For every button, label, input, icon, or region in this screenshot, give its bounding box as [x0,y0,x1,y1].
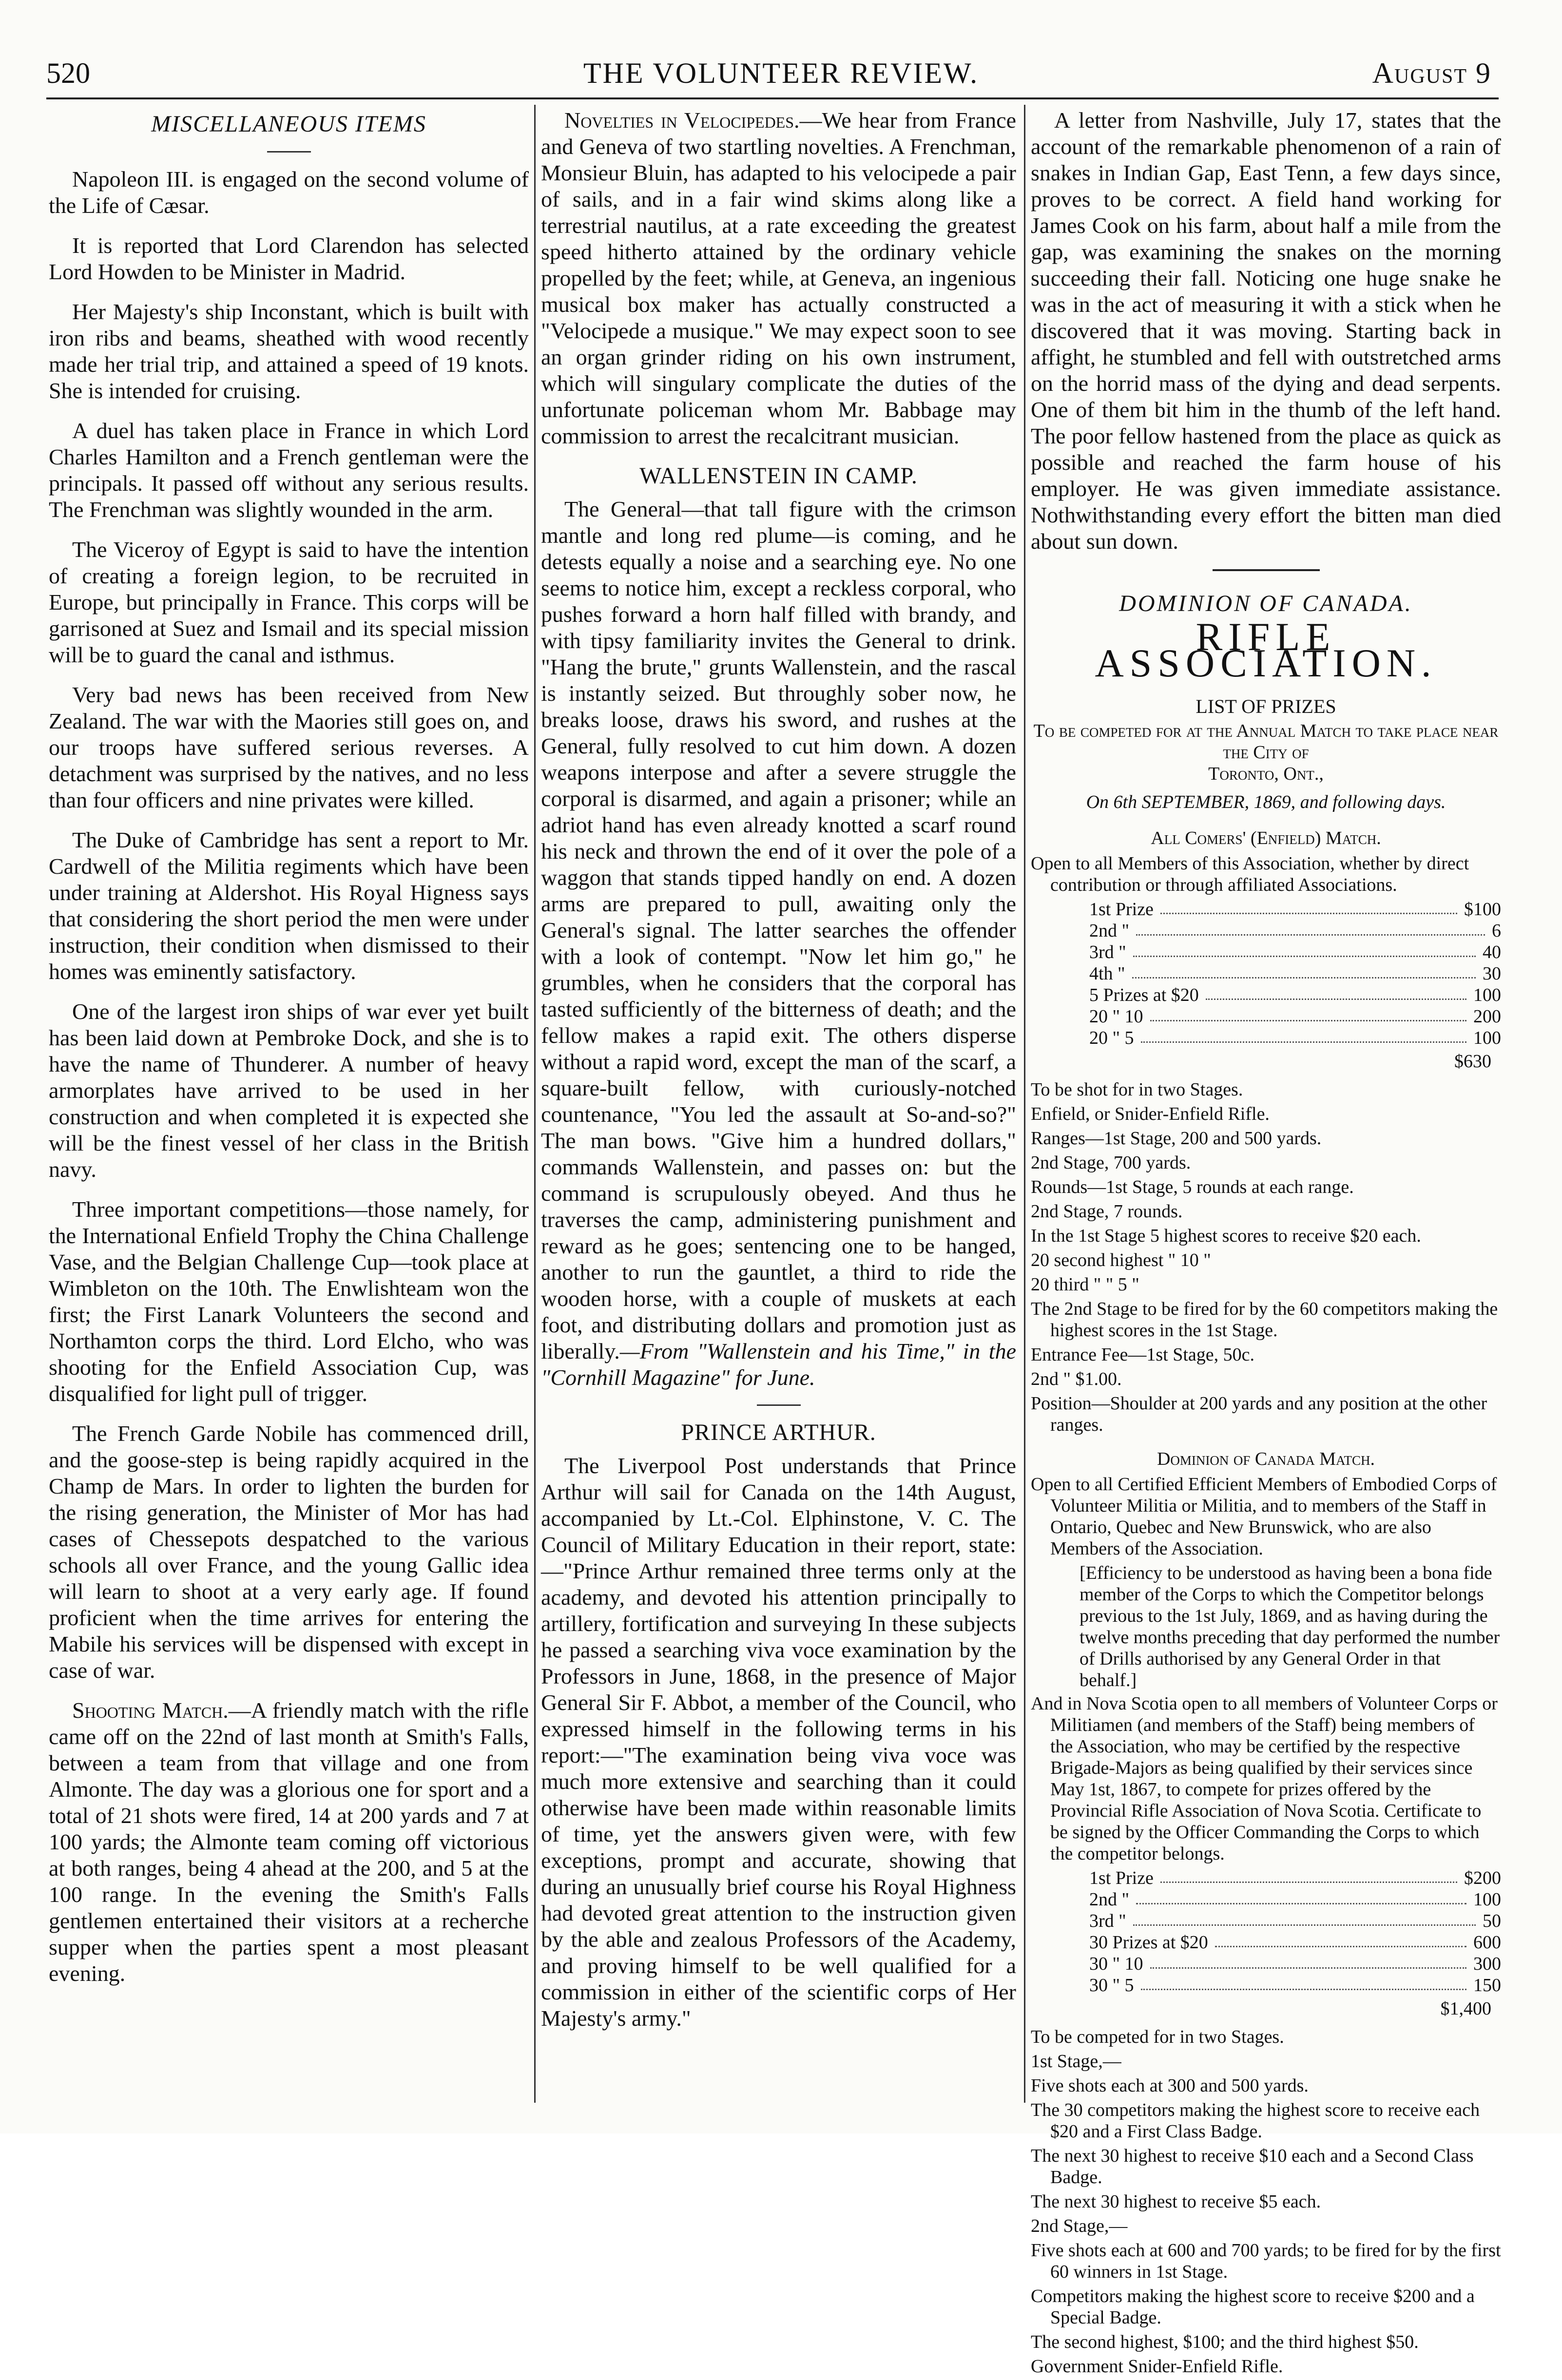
prize-label: 4th " [1089,963,1125,984]
section-rule [757,1404,801,1406]
prince-arthur-text: The Liverpool Post understands that Prince Arthur will sail for Canada on the 14th August, accompanied by Lt.-Col. Elphinstone, V. C. The Council of Military Education in their report, state:—"Prince Arthur remained three terms only at the academy, and devoted his attention principally to artillery, fortification and surveying In these subjects he passed a searching viva voce examination by the Professors in June, 1868, in the presence of Major General Sir F. Abbot, a member of the Council, who expressed himself in the following terms in his report:—"The examination being viva voce was much more extensive and searching than it could otherwise have been made within reasonable limits of time, yet the answers given were, with few exceptions, prompt and accurate, showing that during an unusually brief course his Royal Highness had devoted great attention to the instruction given by the able and zealous Professors of the Academy, and proving himself to be well qualified for a commission in either of the scientific corps of Her Majesty's army." [541,1453,1016,2031]
prize-leader-dots [1215,1932,1466,1947]
prize-row [1031,899,1501,920]
item-new-zealand: Very bad news has been received from New Zealand. The war with the Maories still goes on, and our troops have suffered serious reverses. A detachment was surprised by the natives, and no less than four officers and nine privates were killed. [49,682,529,812]
prize-leader-dots [1206,984,1466,1000]
prize-row [1031,1953,1501,1975]
match-note: The 2nd Stage to be fired for by the 60 competitors making the highest scores in the 1st Stage. [1031,1299,1498,1341]
column-rule-2 [1024,105,1025,2103]
prize-amount: 300 [1473,1954,1501,1974]
compete-line: To be competed for at the Annual Match to take place near the City of [1033,721,1499,763]
prize-leader-dots [1150,1953,1466,1969]
compete-city: Toronto, Ont., [1208,764,1324,784]
column-1 [49,107,529,2000]
match1-prize-list [1031,899,1501,1049]
prize-amount: 100 [1473,1889,1501,1910]
match-note: Enfield, or Snider-Enfield Rifle. [1031,1104,1270,1124]
heading-rule [267,151,311,153]
prize-row [1031,1027,1501,1049]
match-note: The 30 competitors making the highest score to receive each $20 and a First Class Badge. [1031,2100,1480,2142]
journal-title: THE VOLUNTEER REVIEW. [583,57,979,89]
prize-leader-dots [1133,1910,1476,1926]
prize-amount: 600 [1473,1932,1501,1953]
match-note: Five shots each at 600 and 700 yards; to be fired for by the first 60 winners in 1st Stage. [1031,2240,1501,2282]
prize-amount: 100 [1473,1028,1501,1048]
item-cambridge: The Duke of Cambridge has sent a report to Mr. Cardwell of the Militia regiments which have been under training at Aldershot. His Royal Higness says that considering the short period the men were under instruction, their condition when dismissed to their homes was eminently satisfactory. [49,827,529,984]
match-note: Ranges—1st Stage, 200 and 500 yards. [1031,1128,1322,1149]
column-2 [541,107,1016,2045]
prize-label: 30 " 10 [1089,1954,1143,1974]
prize-leader-dots [1141,1027,1466,1043]
match-note: Position—Shoulder at 200 yards and any position at the other ranges. [1031,1393,1487,1435]
match-note: Rounds—1st Stage, 5 rounds at each range. [1031,1177,1354,1197]
match2-title: Dominion of Canada Match. [1157,1449,1375,1469]
date-line: On 6th SEPTEMBER, 1869, and following days. [1086,792,1446,812]
column-3 [1031,107,1501,2380]
item-shooting-match [49,1697,529,1987]
prize-label: 20 " 10 [1089,1006,1143,1027]
match-note: Entrance Fee—1st Stage, 50c. [1031,1344,1255,1365]
prize-label: 2nd " [1089,921,1130,941]
header-rule [46,97,1499,99]
wallenstein-source: —From "Wallenstein and his Time," in the "Cornhill Magazine" for June. [541,1339,1016,1390]
prize-row [1031,941,1501,963]
match-note: 2nd Stage, 700 yards. [1031,1152,1191,1173]
prize-row [1031,1932,1501,1953]
item-snakes: A letter from Nashville, July 17, states that the account of the remarkable phenomenon of a rain of snakes in Indian Gap, East Tenn, a few days since, proves to be correct. A field hand working for James Cook on his farm, about half a mile from the gap, was examining the snakes on the morning succeeding their fall. Noticing one huge snake he was in the act of measuring it with a stick when he discovered that it was moving. Starting back in affight, he stumbled and fell with outstretched arms on the horrid mass of the dying and dead serpents. One of them bit him in the thumb of the left hand. The poor fellow hastened from the place as quick as possible and reached the farm house of his employer. He was given immediate assistance. Nothwithstanding every effort the bitten man died about sun down. [1031,108,1501,554]
match-note: The next 30 highest to receive $5 each. [1031,2191,1321,2212]
match-note: To be competed for in two Stages. [1031,2027,1284,2047]
prize-amount: 50 [1483,1911,1501,1931]
prize-leader-dots [1141,1975,1466,1990]
match2-open: Open to all Certified Efficient Members of Embodied Corps of Volunteer Militia or Militia, and to members of the Staff in Ontario, Quebec and New Brunswick, who are also Members of the Association. [1031,1474,1497,1559]
prize-amount: 200 [1473,1006,1501,1027]
prize-row [1031,1975,1501,1996]
match-note: In the 1st Stage 5 highest scores to receive $20 each. [1031,1226,1421,1246]
match2-nova-scotia: And in Nova Scotia open to all members of Volunteer Corps or Militiamen (and members of the Staff) being members of the Association, who may be certified by the respective Brigade-Majors as being qualified by their services since May 1st, 1867, to compete for prizes offered by the Provincial Rifle Association of Nova Scotia. Certificate to be signed by the Officer Commanding the Corps to which the competitor belongs. [1031,1693,1498,1864]
match-note: 2nd Stage,— [1031,2216,1128,2236]
prize-leader-dots [1136,1889,1466,1904]
prize-row [1031,1867,1501,1889]
match-note: The second highest, $100; and the third highest $50. [1031,2332,1419,2352]
item-garde-nobile: The French Garde Nobile has commenced drill, and the goose-step is being rapidly acquired in the Champ de Mars. In order to lighten the burden for the rising generation, the Minister of Mor has had cases of Chessepots despatched to the various schools all over France, and the young Gallic idea will learn to shoot at a very early age. If found proficient when the time arrives for entering the Mabile his services will be dispensed with except in case of war. [49,1421,529,1683]
match-note: To be shot for in two Stages. [1031,1079,1243,1100]
prize-row [1031,1910,1501,1932]
velocipedes-text: —We hear from France and Geneva of two startling novelties. A Frenchman, Monsieur Bluin, has adapted to his velocipede a pair of sails, and in a fair wind skims along like a terrestrial nautilus, at a rate exceeding the greatest speed hitherto attained by the ordinary vehicle propelled by the feet; while, at Geneva, an ingenious musical box maker has actually constructed a "Velocipede a musique." We may expect soon to see an organ grinder riding on his own instrument, which will singulary complicate the duties of the unfortunate policeman whom Mr. Babbage may commission to arrest the recalcitrant musician. [541,108,1017,448]
prize-row [1031,984,1501,1006]
match2-notes [1031,2026,1501,2377]
prize-amount: 150 [1473,1975,1501,1996]
prize-label: 3rd " [1089,1911,1126,1931]
prize-amount: $200 [1464,1868,1501,1888]
item-velocipedes [541,107,1016,449]
issue-date: August 9 [1372,57,1491,89]
prize-amount: 30 [1483,963,1501,984]
match1-title: All Comers' (Enfield) Match. [1151,828,1381,848]
prize-leader-dots [1160,899,1457,914]
prize-leader-dots [1136,920,1485,936]
shooting-match-text: —A friendly match with the rifle came off on the 22nd of last month at Smith's Falls, between a team from that village and one from Almonte. The day was a glorious one for sport and a total of 21 shots were fired, 14 at 200 yards and 7 at 100 yards; the Almonte team coming off victorious at both ranges, being 4 ahead at the 200, and 5 at the 100 range. In the evening the Smith's Falls gentlemen entertained their visitors at a recherche supper when the parties spent a most pleasant evening. [49,1698,529,1986]
list-of-prizes: LIST OF PRIZES [1196,695,1336,717]
prize-amount: 6 [1492,921,1501,941]
rifle-association-title: RIFLE ASSOCIATION. [1095,614,1437,685]
item-napoleon: Napoleon III. is engaged on the second volume of the Life of Cæsar. [49,167,529,218]
prize-leader-dots [1160,1867,1457,1883]
match-note: Competitors making the highest score to receive $200 and a Special Badge. [1031,2286,1475,2328]
prince-arthur-heading: PRINCE ARTHUR. [681,1420,876,1445]
prize-leader-dots [1150,1006,1466,1021]
match-note: 2nd Stage, 7 rounds. [1031,1201,1183,1222]
prize-label: 20 " 5 [1089,1028,1134,1048]
match2-efficiency-note: [Efficiency to be understood as having been a bona fide member of the Corps to which the Competitor belongs previous to the 1st July, 1869, and as having during the twelve months preceding that day performed the number of Drills authorised by any General Order in that behalf.] [1080,1563,1500,1690]
wallenstein-text: The General—that tall figure with the crimson mantle and long red plume—is coming, and he detests equally a noise and a searching eye. No one seems to notice him, except a reckless corporal, who pushes forward a horn half filled with brandy, and with tipsy familiarity invites the General to drink. "Hang the brute," grunts Wallenstein, and the rascal is instantly seized. But throughly sober now, he breaks loose, draws his sword, and rushes at the General, fully resolved to cut him down. A dozen weapons interpose and after a severe struggle the corporal is disarmed, and again a prisoner; while an adriot hand has even already knotted a scarf round his neck and thrown the end of it over the pole of a waggon that stands tipped handly on end. A dozen arms are prepared to pull, awaiting only the General's signal. The latter searches the offender with a look of contempt. "Now let him go," he grumbles, when he considers that the corporal has tasted sufficiently of the bitterness of death; and the fellow makes a rapid exit. The others disperse without a rapid word, except the man of the scarf, a square-built fellow, with curiously-notched countenance, "You led the assault at So-and-so?" The man bows. "Give him a hundred dollars," commands Wallenstein, and passes on: but the command is scrupulously obeyed. And thus he traverses the camp, administering punishment and reward as he goes; sentencing one to be hanged, another to run the gauntlet, a third to ride the wooden horse, with a couple of muskets at each foot, and distributing dollars and promotion just as liberally.—From "Wallenstein and his Time," in the "Cornhill Magazine" for June. [541,497,1016,1390]
item-thunderer: One of the largest iron ships of war ever yet built has been laid down at Pembroke Dock, and she is to have the name of Thunderer. A number of heavy armorplates have arrived to be used in her construction and when completed it is expected she will be the finest vessel of her class in the British navy. [49,999,529,1182]
match-note: Five shots each at 300 and 500 yards. [1031,2075,1309,2096]
item-competitions: Three important competitions—those namely, for the International Enfield Trophy the China Challenge Vase, and the Belgian Challenge Cup—took place at Wimbleton on the 10th. The Enwlishteam won the first; the First Lanark Volunteers the second and Northamton corps the third. Lord Elcho, who was shooting for the Enfield Association Cup, was disqualified for light pull of trigger. [49,1197,529,1406]
match-note: Government Snider-Enfield Rifle. [1031,2356,1283,2377]
match-note: 20 third " " 5 " [1031,1274,1139,1295]
item-egypt: The Viceroy of Egypt is said to have the intention of creating a foreign legion, to be recruited in Europe, but principally in France. This corps will be garrisoned at Suez and Ismail and its special mission will be to guard the canal and isthmus. [49,537,529,667]
match1-open: Open to all Members of this Association, whether by direct contribution or through affiliated Associations. [1031,853,1469,895]
prize-label: 1st Prize [1089,899,1154,920]
item-inconstant: Her Majesty's ship Inconstant, which is built with iron ribs and beams, sheathed with wood recently made her trial trip, and attained a speed of 19 knots. She is intended for cruising. [49,299,529,403]
prize-row [1031,1889,1501,1910]
item-clarendon: It is reported that Lord Clarendon has selected Lord Howden to be Minister in Madrid. [49,233,529,284]
match1-notes [1031,1079,1501,1436]
match2-total: $1,400 [1440,1998,1491,2019]
column-rule-1 [534,105,536,2103]
match2-prize-list [1031,1867,1501,1996]
prize-label: 1st Prize [1089,1868,1154,1888]
prize-label: 30 Prizes at $20 [1089,1932,1208,1953]
prize-label: 2nd " [1089,1889,1130,1910]
prize-amount: $100 [1464,899,1501,920]
shooting-match-lead: Shooting Match. [72,1698,229,1723]
wallenstein-heading: WALLENSTEIN IN CAMP. [639,463,918,489]
dominion-title: DOMINION OF CANADA. [1119,591,1413,616]
prize-leader-dots [1133,941,1476,957]
match-note: 2nd " $1.00. [1031,1369,1122,1389]
misc-heading: MISCELLANEOUS ITEMS [151,111,426,137]
prize-amount: 100 [1473,985,1501,1005]
ornamental-rule [1213,569,1320,571]
prize-label: 5 Prizes at $20 [1089,985,1199,1005]
match1-total: $630 [1454,1051,1491,1072]
prize-row [1031,963,1501,984]
match-note: The next 30 highest to receive $10 each and a Second Class Badge. [1031,2146,1474,2188]
prize-row [1031,1006,1501,1027]
prize-amount: 40 [1483,942,1501,962]
velocipedes-lead: Novelties in Velocipedes. [564,108,800,133]
match-note: 20 second highest " 10 " [1031,1250,1211,1270]
prize-label: 3rd " [1089,942,1126,962]
match-note: 1st Stage,— [1031,2051,1121,2072]
prize-label: 30 " 5 [1089,1975,1134,1996]
page-number: 520 [46,57,90,89]
prize-row [1031,920,1501,941]
prize-leader-dots [1132,963,1476,979]
item-duel: A duel has taken place in France in which Lord Charles Hamilton and a French gentleman were the principals. It passed off without any serious results. The Frenchman was slightly wounded in the arm. [49,418,529,522]
